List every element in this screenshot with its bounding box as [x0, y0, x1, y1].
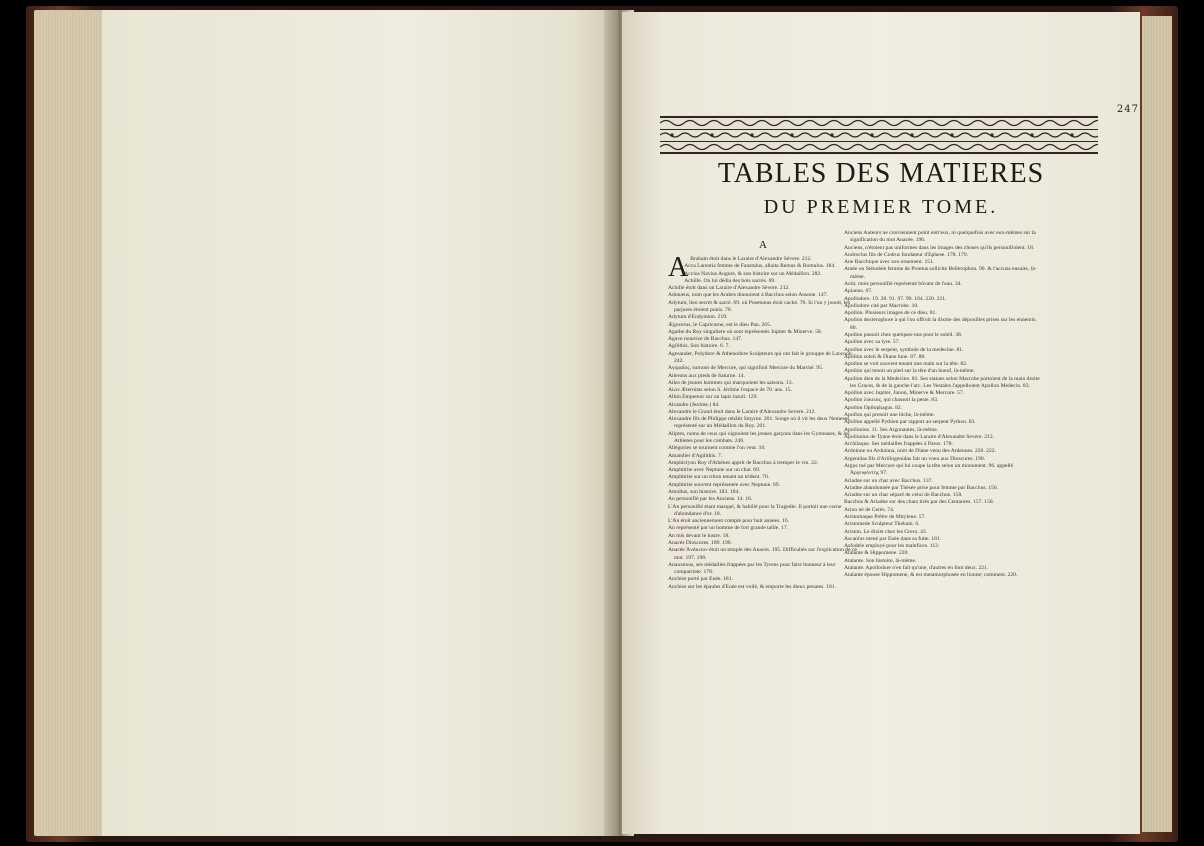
drop-cap: A	[668, 252, 689, 283]
index-column-right	[844, 230, 1040, 580]
index-entry: Αἰὼν Æternitas selon S. Jérôme l'espace de 70. ans. 15.	[668, 387, 792, 394]
index-entry: Asfodele employé pour les malefices. 112.	[844, 543, 940, 550]
index-entry: Bacchus & Ariadne sur des chars tirés par des Centaures. 157. 158.	[844, 499, 995, 506]
index-entry: Apollon qui prenoit une biche, là-même.	[844, 412, 935, 419]
index-entry: Agesander, Polydore & Athenodore Sculpteurs qui ont fait le grouppe de Laocoon. 242.	[668, 350, 854, 364]
index-entry: L'An personifié étant masqué, & habillé pour la Tragedie. Il portoit une corne d'abondance d'or. 18.	[668, 503, 842, 517]
page-number: 247	[1116, 104, 1139, 115]
index-entry: Accius Navius Augure, & son histoire sur un Médaillon. 282.	[684, 270, 822, 277]
index-entry: Anacée Ἀνάκειον étoit un temple des Anacés. 195. Difficultés sur l'explication de ce mot. 197. 198.	[668, 547, 857, 561]
index-entry: Adytum, lieu secret & sacré. 69. où Posetunus étoit caché. 70. Si l'un y jouoit, les parjures étoient punis. 70.	[668, 299, 850, 313]
index-entry: Achille étoit dans un Laraire d'Alexandre Sévere. 212.	[668, 285, 790, 292]
index-entry: Anchise sur les épaules d'Enée est voilé, & emporte les dieux penates. 181.	[668, 583, 836, 590]
index-entry: Amphictyon Roy d'Athénes apprit de Bacchus à tremper le vin. 22.	[668, 459, 819, 466]
index-entry: Atalante. Apollodore n'en fait qu'une, d'autres en font deux. 221.	[844, 564, 989, 571]
page-title: TABLES DES MATIERES	[717, 158, 1045, 189]
page-subtitle: DU PREMIER TOME.	[763, 196, 999, 218]
index-entry: Acca Larentia femme de Faustulus, allaita Remus & Romulus. 184.	[684, 263, 836, 270]
index-entry: Ascanius mené par Enée dans sa fuite. 181.	[844, 535, 942, 542]
index-entry: Archilaque. Ses médailles frappées à Paros. 178.	[844, 441, 953, 448]
index-entry: Amulius, son histoire. 183. 184.	[668, 489, 740, 495]
index-entry: Amphitrite souvent représentée avec Neptune. 69.	[668, 481, 780, 488]
index-entry: Achille. On lui dédia des bois sacrés. 69.	[684, 277, 776, 284]
index-entry: Ailerons aux pieds de Saturne. 14.	[668, 372, 745, 379]
index-entry: Arion né de Cerès. 74.	[844, 506, 895, 513]
index-entry: An personifié par les Anciens. 14. 16.	[668, 496, 753, 503]
index-entry: Alexandre fils de Philippe rebâtit Smyrne. 201. Songe où il vit les deux Nemeses, représenté sur un Médaillon du Roy. 201.	[668, 416, 851, 430]
index-entry: Apollon avec sa lyre. 57.	[844, 339, 900, 346]
index-entry: An représenté par un homme de fort grande taille. 17.	[668, 525, 789, 532]
index-entry: Antée ou Sténobée femme de Proetus sollicite Bellerophon. 90. & l'accusa ensuite, là-même.	[844, 266, 1037, 280]
index-entry: Allégories se tournent comme l'on veut. 10.	[668, 445, 766, 452]
index-entry: Anchise porté par Enée. 181.	[668, 576, 733, 583]
index-entry: Agilithis. Son histoire. 6. 7.	[668, 343, 730, 350]
index-entry: Apollon appellé Pythien par rapport au serpent Python. 83.	[844, 419, 976, 426]
index-entry: Apollon se voit souvent tenant une main sur la tête. 82.	[844, 361, 968, 368]
index-entry: Anacés Dioscures. 189. 190.	[668, 539, 733, 546]
index-entry: Ariadne abandonnée par Thésée prise pour femme par Bacchus. 156.	[844, 484, 999, 491]
index-entry: Atalante. Son histoire, là-même.	[844, 557, 917, 564]
ornamental-header-band	[660, 115, 1098, 155]
index-entry: Apianus. 67.	[844, 288, 873, 295]
index-entry: Apollon dexterophore à qui l'on offroit la dixme des dépouilles prises sur les ennemis. 80.	[844, 317, 1037, 331]
section-letter: A	[759, 239, 767, 251]
index-entry: Adytum d'Endymion. 219.	[668, 314, 728, 321]
index-entry: Aliptes, noms de ceux qui oignoient les jeunes garçons dans les Gymnases, & les Athletes pour les combats. 246.	[668, 430, 850, 445]
index-entry: Aristomaque Prêtre de Mitylene. 57.	[844, 513, 926, 520]
index-entry: Atalante épouse Hippomene, & est metamorphosée en lionne; comment. 220.	[844, 572, 1018, 579]
index-entry: Apollon passoit chez quelques-uns pour le soleil. 38.	[844, 331, 963, 338]
index-entry: L'An étoit anciennement compté pour huit années. 16.	[668, 518, 790, 525]
index-entry: Agathe du Roy singuliere où sont représentés Jupiter & Minerve. 58.	[668, 328, 823, 335]
index-entry: Ægocerus, le Capricorne, est le dieu Pan. 265.	[668, 321, 772, 328]
index-entry: Amphitrite sur un triton tenant un trident. 70.	[668, 474, 770, 481]
index-entry: Apollon avec le serpent, symbole de la medecine. 81.	[844, 346, 964, 353]
index-entry: Ἀγοραῖος, surnom de Mercure, qui signifioit Mercure du Marché. 95.	[668, 365, 824, 372]
index-entry: Apollonius. 11. Ses Argonautes, là-même.	[844, 426, 939, 433]
index-entry: Ariston. Le dixiet chez les Grecs. 43.	[844, 528, 928, 535]
index-entry: Ane Bacchique avec son ornement. 151.	[844, 259, 935, 266]
index-entry: Anauxenus, ses médailles frappées par les Tyrens pour faire honneur à leur compatriote. 178.	[668, 561, 836, 576]
index-entry: Ariadne sur un char avec Bacchus. 137.	[844, 477, 933, 484]
index-entry-text: Braham étoit dans le Laraire d'Alexandre Sévere. 212.	[690, 256, 812, 262]
index-entry: Agave nourrice de Bacchus. 147.	[668, 336, 743, 343]
index-entry: Apollon avec Jupiter, Junon, Minerve & Mercure. 57.	[844, 390, 965, 397]
index-entry: Apollon. Plusieurs images de ce dieu. 81.	[844, 310, 937, 317]
index-entry: Androclus fils de Codrus fondateur d'Ephese. 178. 179.	[844, 251, 969, 258]
index-entry: Amandier d'Agilithis. 7.	[668, 452, 723, 459]
index-entry: Aristomede Sculpteur Thebain. 6.	[844, 521, 920, 528]
index-entry: Adonæus, nom que les Arabes donnoient à Bacchus selon Ausone. 147.	[668, 292, 828, 299]
page-edges-right	[1142, 16, 1172, 832]
index-entry: Apollon qui tenoit un pied sur la tête d'un boeuf, là-même.	[844, 368, 975, 375]
index-entry: Ariadne sur un char séparé de celui de Bacchus. 158.	[844, 492, 963, 499]
index-entry: Apollon dieu de la Medecine. 83. Ses statues selon Macrobe portoient de la main droite les Graces, & de la gauche l'arc. Les Vestales l'appelloient Apollon Medecin. 83.	[844, 375, 1040, 389]
index-entry: Albin Empereur sur un lapis lazuli. 129.	[668, 394, 758, 401]
index-entry: Anciens, n'étoient pas uniformes dans les images des choses qu'ils personifioient. 18.	[844, 244, 1035, 251]
index-entry: Apollodore cité par Macrobe. 10.	[844, 302, 919, 309]
open-book	[26, 6, 1178, 842]
index-entry: Ardoinne ou Arduinna, nom de Diane venu des Ardennes. 220. 222.	[844, 448, 996, 455]
index-entry: Aoüt, mois personifié représenté bûvant de l'eau. 34.	[844, 280, 962, 287]
left-page-blank	[102, 10, 614, 836]
index-entry: Amphitrite avec Neptune sur un char. 69.	[668, 467, 761, 474]
right-page	[622, 12, 1140, 834]
index-entry: Alexandre le Grand étoit dans le Laraire d'Alexandre Severe. 212.	[668, 408, 816, 415]
index-entry: Argenidas fils d'Arillogenidas fait un voeu aux Dioscures. 190.	[844, 455, 986, 462]
index-entry: Atalante & Hippomene. 220.	[844, 550, 909, 557]
index-entry: Apollon λύκειος, qui chassoit la peste. 83.	[844, 397, 939, 404]
index-entry: Ailes de jeunes hommes qui marquoient les saisons. 13.	[668, 379, 793, 386]
index-column-left	[668, 230, 858, 591]
index-entry: Alcandre (Jeröme.) 84.	[668, 401, 720, 408]
index-entry: Argus tué par Mercure qui lui coupe la tête selon un monument. 96. appellé Ἀργειφόντης 97.	[844, 463, 1014, 477]
index-entry: Anciens Auteurs ne conviennent point entr'eux, ni quelquefois avec eux-mêmes sur la signification du mot Anacée. 196.	[844, 230, 1036, 244]
index-entry: Apollodore. 19. 20. 91. 97. 99. 104. 220. 221.	[844, 295, 947, 302]
index-entry: Apollon soleil & Diane lune. 87. 88.	[844, 353, 926, 360]
index-entry: Apollon Opilophagus. 82.	[844, 404, 903, 411]
index-entry: Apollonius de Tyane étoit dans le Laraire d'Alexandre Severe. 212.	[844, 433, 995, 440]
index-entry: An mis devant le lustre. 18.	[668, 532, 730, 539]
